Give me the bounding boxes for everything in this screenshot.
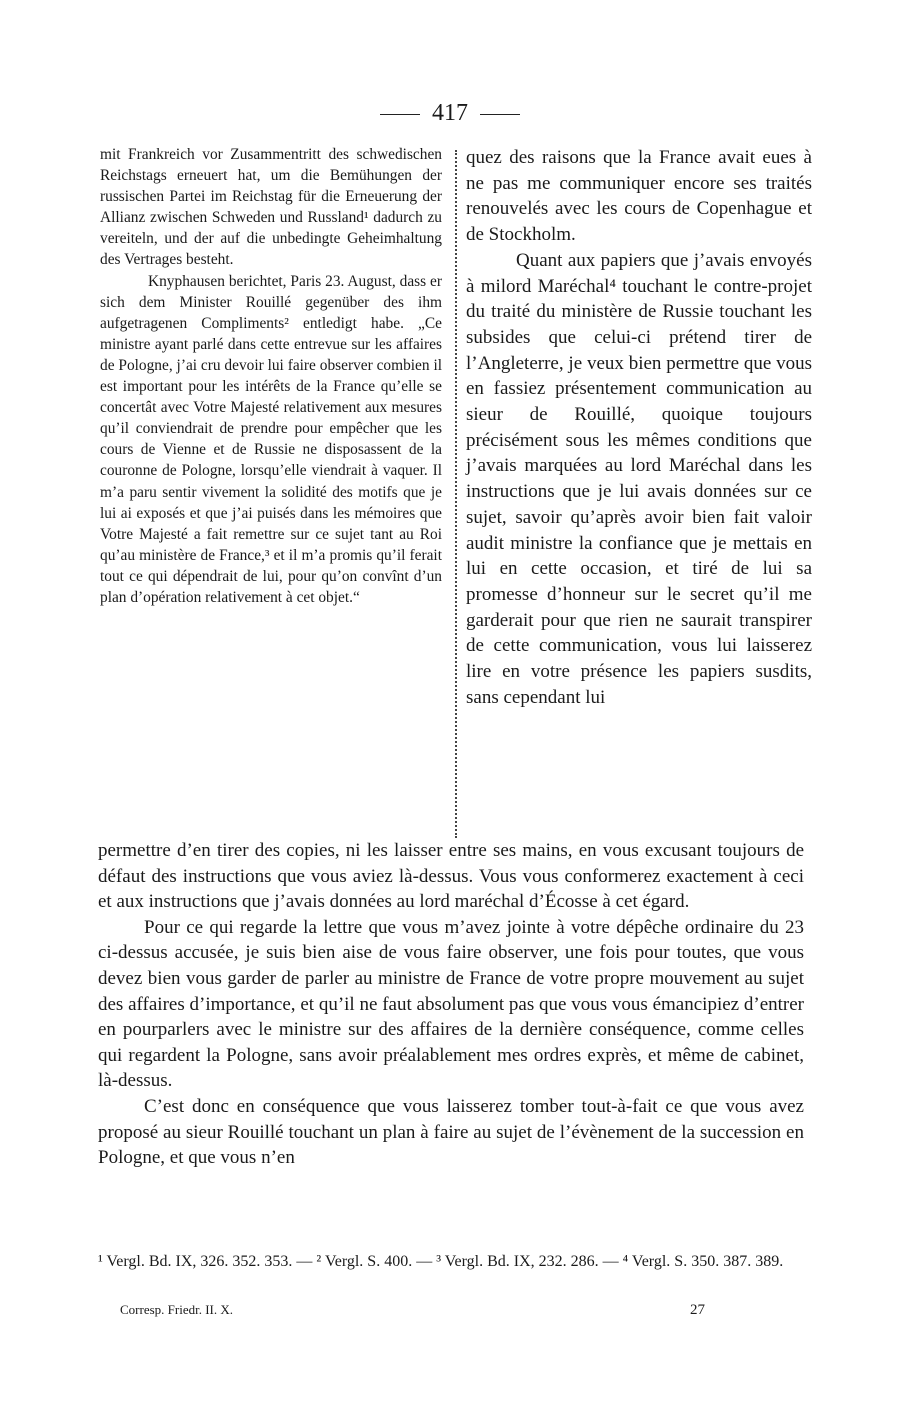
right-paragraph-2: Quant aux papiers que j’avais envoyés à milord Maréchal⁴ touchant le contre-projet du traité du ministère de Russie touchant les subsides que celui-ci prétend tirer de l’Angleterre, je veux bien permettre que vous en fassiez présentement communication au sieur de Rouillé, quoique toujours précisément sous les mêmes conditions que j’avais marquées au lord Maréchal dans les instructions que je lui avais données sur ce sujet, savoir qu’après avoir bien fait valoir audit ministre la confiance que je mettais en lui en cette occasion, et tiré de lui sa promesse d’honneur sur le secret qu’il me garderait pour que rien ne saurait transpirer de cette communication, vous lui laisserez lire en votre présence les papiers susdits, sans cependant lui (466, 249, 812, 708)
header-rule-left (380, 114, 420, 115)
left-paragraph-2: Knyphausen berichtet, Paris 23. August, dass er sich dem Minister Rouillé gegenüber des ihm aufgetragenen Compliments² entledigt habe. „Ce ministre ayant parlé dans cette entrevue sur les affaires de Pologne, j’ai cru devoir lui faire observer combien il est important pour les intérêts de la France qu’elle se concertât avec Votre Majesté relativement aux mesures qu’il conviendrait de prendre pour empêcher que les cours de Vienne et de Russie ne disposassent de la couronne de Pologne, lorsqu’elle viendrait à vaquer. Il m’a paru sentir vivement la solidité des motifs que je lui ai exposés et que j’ai puisés dans les mémoires que Votre Majesté a fait remettre sur ce sujet tant au Roi qu’au ministère de France,³ et il m’a promis qu’il ferait tout ce qui dépendrait de lui, pour qu’on convînt d’un plan d’opération relativement à cet objet.“ (100, 272, 442, 606)
full-paragraph-2: Pour ce qui regarde la lettre que vous m’avez jointe à votre dépêche ordinaire du 23 ci-dessus accusée, je suis bien aise de vous faire observer, une fois pour toutes, que vous devez bien vous garder de parler au ministre de France de votre propre mouvement au sujet des affaires d’importance, et qu’il ne faut absolument pas que vous vous émancipiez d’entrer en pourparlers avec le ministre sur des affaires de la dernière conséquence, comme celles qui regardent la Pologne, sans avoir préalablement mes ordres exprès, et même de cabinet, là-dessus. (98, 916, 804, 1092)
right-column (466, 145, 812, 710)
left-paragraph-1: mit Frankreich vor Zusammentritt des schwedischen Reichstags erneuert hat, um die Bemühungen der russischen Partei im Reichstag für die Erneuerung der Allianz zwischen Schweden und Russland¹ dadurch zu vereiteln, und der auf die unbedingte Geheimhaltung des Vertrages besteht. (100, 146, 442, 269)
column-divider (455, 150, 457, 838)
left-column (100, 144, 442, 608)
full-paragraph-1: permettre d’en tirer des copies, ni les laisser entre ses mains, en vous excusant toujours de défaut des instructions que vous aviez là-dessus. Vous vous conformerez exactement à ceci et aux instructions que j’avais données au lord maréchal d’Écosse à cet égard. (98, 840, 804, 913)
footnote-text: ¹ Vergl. Bd. IX, 326. 352. 353. — ² Vergl. S. 400. — ³ Vergl. Bd. IX, 232. 286. — ⁴ Vergl. S. 350. 387. 389. (98, 1253, 784, 1270)
right-paragraph-1: quez des raisons que la France avait eues à ne pas me communiquer encore ses traités renouvelés avec les cours de Copenhague et de Stockholm. (466, 147, 812, 246)
header-rule-right (480, 114, 520, 115)
footnotes (98, 1251, 804, 1273)
footer-source: Corresp. Friedr. II. X. (120, 1302, 234, 1317)
page-number: 417 (432, 100, 468, 126)
full-paragraph-3: C’est donc en conséquence que vous laisserez tomber tout-à-fait ce que vous avez proposé au sieur Rouillé touchant un plan à faire au sujet de l’évènement de la succession en Pologne, et que vous n’en (98, 1095, 804, 1169)
main-text (98, 838, 804, 1171)
footer-signature-mark: 27 (690, 1302, 705, 1318)
page-header (0, 98, 900, 128)
